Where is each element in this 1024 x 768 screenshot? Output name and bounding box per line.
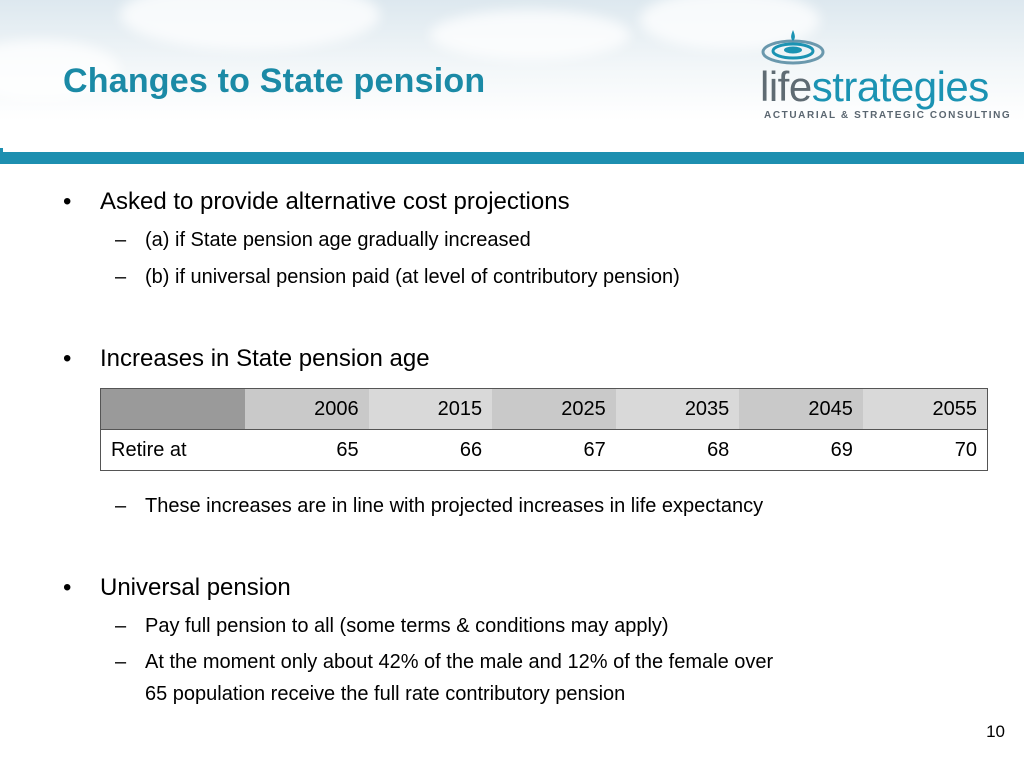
table-row (101, 430, 988, 471)
table-header-year: 2025 (492, 389, 616, 430)
sub-bullet-text-continued: 65 population receive the full rate contributory pension (145, 683, 626, 705)
table-header-year: 2045 (739, 389, 863, 430)
pension-age-table (100, 388, 988, 471)
sub-bullet-text: (a) if State pension age gradually increased (145, 229, 531, 251)
bullet-text: Asked to provide alternative cost projections (100, 188, 570, 215)
bullet-mark: • (63, 188, 72, 215)
table-header-corner (101, 389, 246, 430)
dash-mark: – (115, 266, 127, 288)
table-header-year: 2015 (369, 389, 493, 430)
table-cell: 68 (616, 430, 740, 471)
bullet-text: Increases in State pension age (100, 345, 430, 372)
sub-bullet-text: These increases are in line with projected increases in life expectancy (145, 495, 764, 517)
table-header-year: 2006 (245, 389, 369, 430)
page-number: 10 (986, 722, 1005, 741)
dash-mark: – (115, 615, 127, 637)
table-cell: 67 (492, 430, 616, 471)
table-cell: 66 (369, 430, 493, 471)
dash-mark: – (115, 651, 127, 673)
table-cell: 70 (863, 430, 988, 471)
table-header-year: 2035 (616, 389, 740, 430)
bullet-mark: • (63, 574, 72, 601)
logo-tagline: ACTUARIAL & STRATEGIC CONSULTING (764, 110, 1012, 121)
dash-mark: – (115, 229, 127, 251)
sub-bullet-text: At the moment only about 42% of the male and 12% of the female over (145, 651, 774, 673)
logo-word-strategies: strategies (811, 63, 989, 110)
row-label: Retire at (101, 430, 246, 471)
logo-word-life: life (760, 63, 812, 110)
sub-bullet-text: Pay full pension to all (some terms & conditions may apply) (145, 615, 669, 637)
table-header-row (101, 389, 988, 430)
bullet-mark: • (63, 345, 72, 372)
table-header-year: 2055 (863, 389, 988, 430)
dash-mark: – (115, 495, 127, 517)
table-cell: 65 (245, 430, 369, 471)
table-cell: 69 (739, 430, 863, 471)
slide-title: Changes to State pension (63, 62, 486, 100)
sub-bullet-text: (b) if universal pension paid (at level of contributory pension) (145, 266, 680, 288)
bullet-text: Universal pension (100, 574, 291, 601)
